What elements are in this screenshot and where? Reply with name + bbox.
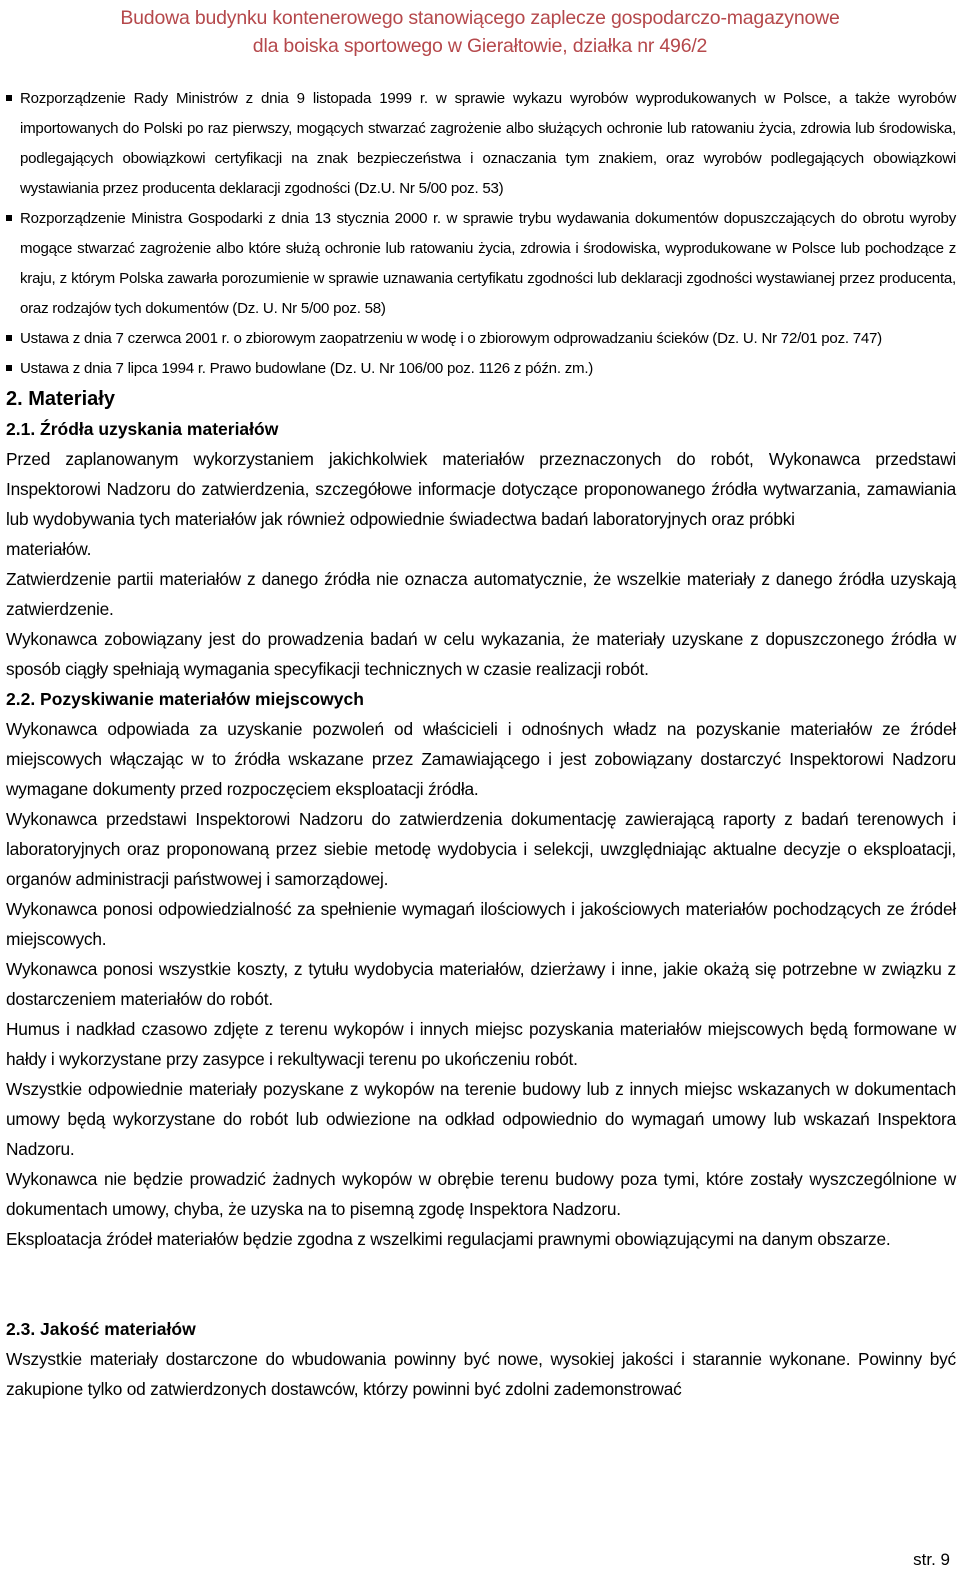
header-title-line1: Budowa budynku kontenerowego stanowiącego zaplecze gospodarczo-magazynowe (120, 7, 840, 29)
paragraph: Eksploatacja źródeł materiałów będzie zgodna z wszelkimi regulacjami prawnymi obowiązującymi na danym obszarze. (6, 1229, 891, 1249)
regulation-item: Rozporządzenie Ministra Gospodarki z dnia 13 stycznia 2000 r. w sprawie trybu wydawania dokumentów dopuszczających do obrotu wyroby mogące stwarzać zagrożenie albo które służą ochronie lub ratowaniu życia, zdrowia i środowiska, wyprodukowane w Polsce lub pochodzące z kraju, z którym Polska zawarła porozumienie w sprawie uznawania certyfikatu zgodności lub deklaracji zgodności wystawianej przez producenta, oraz rodzajów tych dokumentów (Dz. U. Nr 5/00 poz. 58) (6, 204, 956, 324)
paragraph: Wykonawca nie będzie prowadzić żadnych wykopów w obrębie terenu budowy poza tymi, które zostały wyszczególnione w dokumentach umowy, chyba, że uzyska na to pisemną zgodę Inspektora Nadzoru. (6, 1169, 956, 1219)
paragraph: Wykonawca ponosi wszystkie koszty, z tytułu wydobycia materiałów, dzierżawy i inne, jakie okażą się potrzebne w związku z dostarczeniem materiałów do robót. (6, 959, 956, 1009)
paragraph: Wykonawca ponosi odpowiedzialność za spełnienie wymagań ilościowych i jakościowych materiałów pochodzących ze źródeł miejscowych. (6, 899, 956, 949)
regulations-list (6, 84, 956, 384)
paragraph: Przed zaplanowanym wykorzystaniem jakichkolwiek materiałów przeznaczonych do robót, Wykonawca przedstawi Inspektorowi Nadzoru do zatwierdzenia, szczegółowe informacje dotyczące proponowanego źródła wytwarzania, zamawiania lub wydobywania tych materiałów jak również odpowiednie świadectwa badań laboratoryjnych oraz próbki (6, 449, 956, 529)
paragraph: Humus i nadkład czasowo zdjęte z terenu wykopów i innych miejsc pozyskania materiałów miejscowych będą formowane w hałdy i wykorzystane przy zasypce i rekultywacji terenu po ukończeniu robót. (6, 1019, 956, 1069)
paragraph: materiałów. (6, 539, 92, 559)
section-heading-sources: 2.1. Źródła uzyskania materiałów (6, 419, 279, 439)
document-body (6, 84, 956, 1404)
paragraph: Wykonawca odpowiada za uzyskanie pozwoleń od właścicieli i odnośnych władz na pozyskanie materiałów ze źródeł miejscowych włączając w to źródła wskazane przez Zamawiającego i jest zobowiązany dostarczyć Inspektorowi Nadzoru wymagane dokumenty przed rozpoczęciem eksploatacji źródła. (6, 719, 956, 799)
paragraph: Wszystkie odpowiednie materiały pozyskane z wykopów na terenie budowy lub z innych miejsc wskazanych w dokumentach umowy będą wykorzystane do robót lub odwiezione na odkład odpowiednio do wymagań umowy lub wskazań Inspektora Nadzoru. (6, 1079, 956, 1159)
header-title-line2: dla boiska sportowego w Gierałtowie, działka nr 496/2 (252, 35, 708, 57)
document-header (0, 4, 960, 60)
page-number: str. 9 (913, 1550, 950, 1569)
regulation-item: Rozporządzenie Rady Ministrów z dnia 9 listopada 1999 r. w sprawie wykazu wyrobów wyprodukowanych w Polsce, a także wyrobów importowanych do Polski po raz pierwszy, mogących stwarzać zagrożenie albo służących ochronie lub ratowaniu życia, zdrowia lub środowiska, podlegających obowiązkowi certyfikacji na znak bezpieczeństwa i oznaczania tym znakiem, oraz wyrobów podlegających obowiązkowi wystawiania przez producenta deklaracji zgodności (Dz.U. Nr 5/00 poz. 53) (6, 84, 956, 204)
paragraph: Wykonawca przedstawi Inspektorowi Nadzoru do zatwierdzenia dokumentację zawierającą raporty z badań terenowych i laboratoryjnych oraz proponowaną przez siebie metodę wydobycia i selekcji, uwzględniając aktualne decyzje o eksploatacji, organów administracji państwowej i samorządowej. (6, 809, 956, 889)
regulation-item: Ustawa z dnia 7 lipca 1994 r. Prawo budowlane (Dz. U. Nr 106/00 poz. 1126 z późn. zm.) (6, 354, 956, 384)
regulation-item: Ustawa z dnia 7 czerwca 2001 r. o zbiorowym zaopatrzeniu w wodę i o zbiorowym odprowadzaniu ścieków (Dz. U. Nr 72/01 poz. 747) (6, 324, 956, 354)
square-bullet-icon (6, 215, 12, 221)
square-bullet-icon (6, 95, 12, 101)
square-bullet-icon (6, 365, 12, 371)
section-heading-materials: 2. Materiały (6, 388, 115, 410)
blank-space (6, 1254, 956, 1314)
square-bullet-icon (6, 335, 12, 341)
paragraph: Zatwierdzenie partii materiałów z danego źródła nie oznacza automatycznie, że wszelkie materiały z danego źródła uzyskają zatwierdzenie. (6, 569, 956, 619)
paragraph: Wszystkie materiały dostarczone do wbudowania powinny być nowe, wysokiej jakości i starannie wykonane. Powinny być zakupione tylko od zatwierdzonych dostawców, którzy powinni być zdolni zademonstrować (6, 1349, 956, 1399)
paragraph: Wykonawca zobowiązany jest do prowadzenia badań w celu wykazania, że materiały uzyskane z dopuszczonego źródła w sposób ciągły spełniają wymagania specyfikacji technicznych w czasie realizacji robót. (6, 629, 956, 679)
section-heading-local-materials: 2.2. Pozyskiwanie materiałów miejscowych (6, 689, 364, 709)
section-heading-material-quality: 2.3. Jakość materiałów (6, 1319, 196, 1339)
